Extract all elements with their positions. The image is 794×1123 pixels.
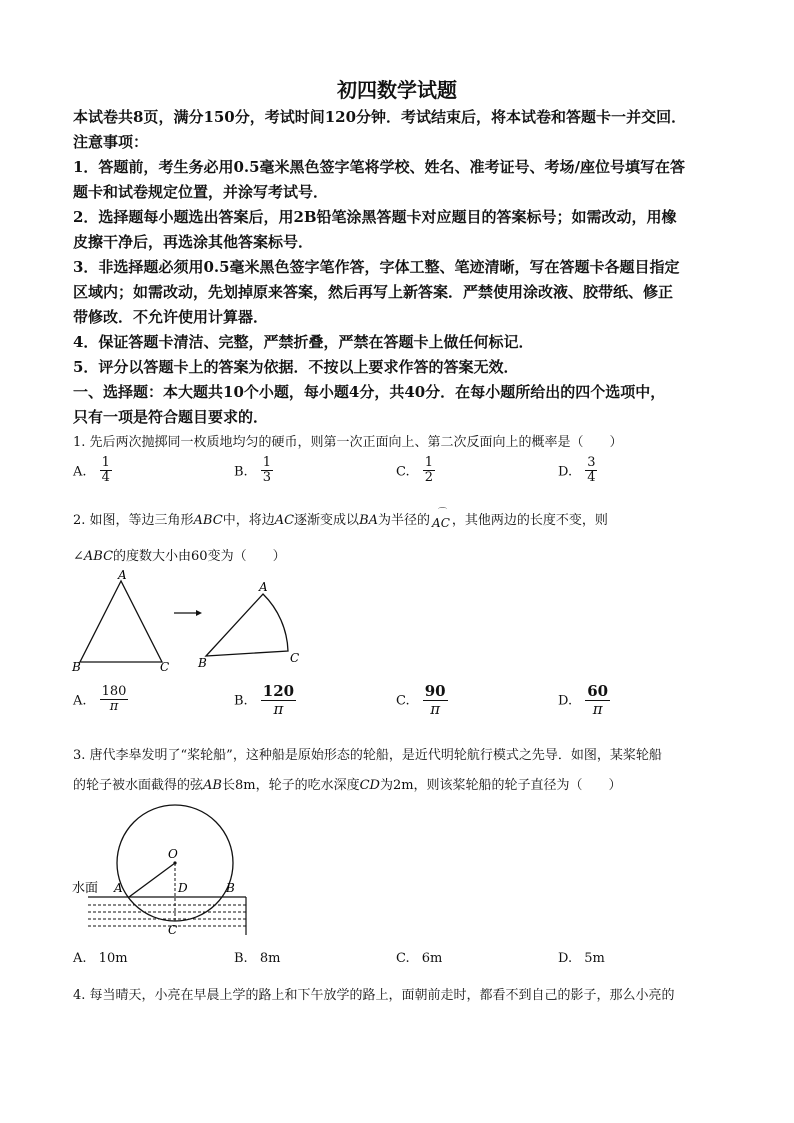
text: 中，将边 [222,513,275,528]
q2-option-c [396,683,448,717]
arc-ac-symbol [432,508,450,530]
denominator: 4 [101,470,110,486]
option-letter: A. [73,464,87,480]
option-letter: C. [396,951,410,966]
option-letter: C. [396,464,410,480]
q3-option-a [73,951,128,966]
q1-stem: 1. 先后两次抛掷同一枚质地均匀的硬币，则第一次正面向上、第二次反面向上的概率是（ ） [73,435,623,450]
exam-intro: 本试卷共8页，满分150分，考试时间120分钟．考试结束后，将本试卷和答题卡一并交回． [73,108,687,126]
q2-option-a [73,685,128,715]
fraction [100,685,129,715]
text: ，其他两边的长度不变，则 [451,513,608,528]
notice-line: 1．答题前，考生务必用0.5毫米黑色签字笔将学校、姓名、准考证号、考场/座位号填写在答 [73,158,686,176]
option-letter: B. [234,951,248,966]
section-heading: 只有一项是符合题目要求的． [73,408,269,426]
q2-stem-line1 [73,509,608,528]
math-abc: ABC [193,513,223,528]
fraction [261,683,296,717]
q2-option-b [234,683,296,717]
q1-option-d [558,456,597,486]
denominator: π [592,699,603,718]
q3-option-d [558,951,605,966]
label-b: B [198,656,207,670]
text: 逐渐变成以 [294,513,360,528]
option-value: 5m [584,951,605,966]
text: 长8m，轮子的吃水深度 [221,778,360,793]
denominator: π [430,699,441,718]
option-letter: D. [558,693,573,709]
q1-option-b [234,456,273,486]
denominator: 2 [424,470,433,486]
notice-line: 题卡和试卷规定位置，并涂写考试号． [73,183,329,201]
option-letter: B. [234,464,248,480]
q2-figure [66,565,316,675]
label-b: B [226,881,235,895]
label-o: O [168,847,178,861]
notice-line: 3．非选择题必须用0.5毫米黑色签字笔作答，字体工整、笔迹清晰，写在答题卡各题目指定 [73,258,680,276]
math-ac: AC [274,513,295,528]
page-title: 初四数学试题 [337,78,457,102]
label-c: C [290,651,300,665]
fraction [423,456,435,486]
q2-stem-line2 [73,545,286,564]
fraction [585,456,597,486]
text: 的轮子被水面截得的弦 [73,778,204,793]
notice-line: 4．保证答题卡清洁、完整，严禁折叠，严禁在答题卡上做任何标记． [73,333,534,351]
text: 为半径的 [378,513,431,528]
label-b: B [72,660,81,674]
text: 为2m，则该桨轮船的轮子直径为（ ） [379,778,622,793]
math-cd: CD [359,778,380,793]
numerator: 90 [424,682,446,700]
fraction [261,456,273,486]
option-letter: A. [73,951,87,966]
math-angle: ∠ABC [73,549,114,564]
notice-line: 2．选择题每小题选出答案后，用2B铅笔涂黑答题卡对应题目的答案标号；如需改动，用橡 [73,208,677,226]
math-ab: AB [203,778,222,793]
notice-line: 区域内；如需改动，先划掉原来答案，然后再写上新答案．严禁使用涂改液、胶带纸、修正 [73,283,674,301]
fraction [423,683,448,717]
fraction [585,683,610,717]
arrow-head-icon [196,610,202,616]
numerator: 120 [262,682,295,700]
numerator: 1 [101,455,110,470]
q3-figure [66,795,256,940]
denominator: 4 [587,470,596,486]
numerator: 60 [587,682,609,700]
label-c: C [160,660,170,674]
equilateral-triangle [80,581,162,662]
q3-option-c [396,951,442,966]
denominator: π [273,699,284,718]
text: 的度数大小由60变为（ ） [113,549,286,564]
label-a: A [118,568,127,582]
label-a: A [259,580,268,594]
option-value: 6m [421,951,443,966]
option-letter: B. [234,693,248,709]
option-letter: D. [558,464,573,480]
label-water: 水面 [72,881,99,896]
q4-stem: 4. 每当晴天，小亮在早晨上学的路上和下午放学的路上，面朝前走时，都看不到自己的影子，那么小亮的 [73,988,675,1003]
option-letter: C. [396,693,410,709]
numerator: 1 [262,455,272,470]
q2-option-d [558,683,610,717]
q3-option-b [234,951,280,966]
radius-oa [129,863,175,897]
notice-line: 皮擦干净后，再选涂其他答案标号． [73,233,314,251]
numerator: 180 [101,684,127,699]
notice-line: 带修改．不允许使用计算器． [73,308,269,326]
section-heading: 一、选择题：本大题共10个小题，每小题4分，共40分．在每小题所给出的四个选项中， [73,383,666,401]
q1-option-c [396,456,435,486]
label-d: D [178,881,188,895]
denominator: π [109,699,119,715]
sector-figure [206,594,288,656]
text: 2. 如图，等边三角形 [73,513,194,528]
option-value: 8m [259,951,281,966]
math-arc-ac: AC [432,516,450,530]
fraction [100,456,112,486]
option-letter: A. [73,693,87,709]
q3-stem-line2 [73,774,622,793]
numerator: 1 [424,455,433,470]
math-ba: BA [359,513,379,528]
denominator: 3 [262,470,272,486]
q1-option-a [73,456,112,486]
numerator: 3 [587,455,596,470]
option-value: 10m [98,951,128,966]
center-point [173,861,176,864]
q3-stem-line1: 3. 唐代李皋发明了“桨轮船”，这种船是原始形态的轮船，是近代明轮航行模式之先导．如图，某桨轮船 [73,748,662,763]
notice-heading: 注意事项： [73,133,149,151]
notice-line: 5．评分以答题卡上的答案为依据．不按以上要求作答的答案无效． [73,358,519,376]
arc-mark-icon: ⌒ [438,508,448,518]
label-c: C [168,923,178,937]
label-a: A [114,881,123,895]
option-letter: D. [558,951,573,966]
